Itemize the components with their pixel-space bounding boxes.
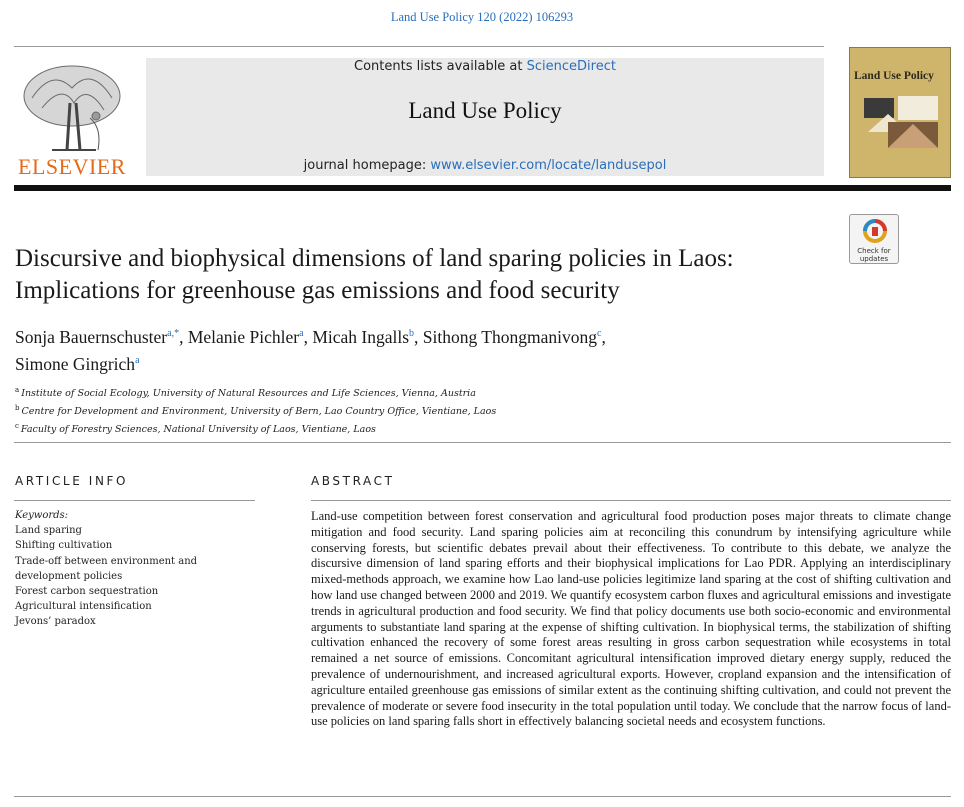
journal-cover-thumbnail[interactable] xyxy=(849,47,951,178)
elsevier-tree-icon xyxy=(12,58,132,158)
article-info-divider xyxy=(14,500,255,501)
keyword-item: Jevons’ paradox xyxy=(15,616,96,628)
journal-name: Land Use Policy xyxy=(408,98,562,123)
cover-image-icon xyxy=(858,92,944,152)
homepage-prefix: journal homepage: xyxy=(303,158,431,173)
author-affiliation-sup[interactable]: c xyxy=(596,328,602,339)
keyword-item: Trade-off between environment and development policies xyxy=(15,555,198,582)
affiliation-item: $^a$ Institute of Social Ecology, University of Natural Resources and Life Sciences, Vienna, Austria xyxy=(15,386,476,400)
keyword-item: Shifting cultivation xyxy=(15,540,113,552)
keywords-label: Keywords: xyxy=(15,510,69,521)
article-title: Discursive and biophysical dimensions of land sparing policies in Laos: Implications for greenhouse gas emissions and food security xyxy=(15,245,734,304)
sciencedirect-link[interactable]: ScienceDirect xyxy=(526,59,616,74)
check-updates-label: Check for updates xyxy=(857,247,891,263)
abstract-heading: ABSTRACT xyxy=(311,474,395,488)
homepage-line xyxy=(146,158,824,173)
contents-line xyxy=(146,59,824,74)
header-thick-divider xyxy=(14,185,951,191)
elsevier-logo[interactable] xyxy=(12,58,132,180)
affiliation-item: $^b$ Centre for Development and Environment, University of Bern, Lao Country Office, Vientiane, Laos xyxy=(15,404,497,418)
top-divider xyxy=(14,46,824,47)
author-affiliation-sup[interactable]: a xyxy=(299,328,304,339)
keywords-list xyxy=(15,508,255,630)
author-name[interactable]: Melanie Pichler xyxy=(187,326,300,347)
keyword-item: Agricultural intensification xyxy=(15,601,152,613)
affiliation-item: $^c$ Faculty of Forestry Sciences, National University of Laos, Vientiane, Laos xyxy=(15,422,376,436)
author-list: Sonja Bauernschuster$^{a,*}$, Melanie Pichler$^a$, Micah Ingalls$^b$, Sithong Thongmanivong$^c$, Simone Gingrich$^a$ xyxy=(15,326,606,374)
journal-homepage-link[interactable]: www.elsevier.com/locate/landusepol xyxy=(430,158,667,173)
section-divider xyxy=(14,442,951,443)
author-affiliation-sup[interactable]: a xyxy=(135,354,140,366)
keyword-item: Land sparing xyxy=(15,525,82,537)
contents-prefix: Contents lists available at xyxy=(354,59,527,74)
article-info-heading: ARTICLE INFO xyxy=(15,474,129,488)
author-affiliation-sup[interactable]: a,* xyxy=(167,328,180,339)
check-for-updates-button[interactable] xyxy=(849,214,899,264)
keyword-item: Forest carbon sequestration xyxy=(15,586,159,598)
affiliations xyxy=(15,383,915,437)
author-name[interactable]: Micah Ingalls xyxy=(312,326,410,347)
author-name[interactable]: Sithong Thongmanivong xyxy=(422,326,597,347)
check-updates-icon xyxy=(862,219,888,245)
cover-title: Land Use Policy xyxy=(854,70,934,82)
elsevier-wordmark: ELSEVIER xyxy=(18,154,126,179)
author-name[interactable]: Simone Gingrich xyxy=(15,353,136,374)
bottom-divider xyxy=(14,796,951,797)
abstract-divider xyxy=(311,500,951,501)
abstract-body: Land-use competition between forest conservation and agricultural food production poses major threats to climate change mitigation and food security. Land sparing policies aim at reconciling this conundrum by intensifying agriculture while conserving forests, but scientific debates prevail about their effectiveness. To contribute to this debate, we analyze the discursive dimension of land sparing efforts and their biophysical implications for Lao PDR. Applying an interdisciplinary mixed-methods approach, we examine how Lao land-use policies legitimize land sparing at the cost of shifting cultivation and how land use changed between 2000 and 2019. We quantify ecosystem carbon fluxes and agricultural emissions and investigate trends in agricultural production and food security. We find that policy documents use both socio-economic and environmental arguments to substantiate land sparing at the expense of shifting cultivation. In biophysical terms, the stabilization of shifting cultivation enhanced the recovery of some forest areas resulting in gross carbon sequestration while ecosystems in total remained a net source of emissions. Concomitant agricultural intensification improved dietary energy supply, reduced the prevalence of undernourishment, and increased agricultural exports. However, cropland expansion and the intensification of agriculture entailed greenhouse gas emissions of similar extent as the continuing shifting cultivation, and could not prevent the prevalence of moderate or severe food insecurity in the total population until today. We conclude that the narrow focus of land-use policies on land sparing falls short in effectively balancing societal needs and ecosystem functions. xyxy=(311,509,951,729)
author-affiliation-sup[interactable]: b xyxy=(409,328,415,339)
journal-citation-link[interactable]: Land Use Policy 120 (2022) 106293 xyxy=(390,10,574,24)
author-name[interactable]: Sonja Bauernschuster xyxy=(15,326,168,347)
